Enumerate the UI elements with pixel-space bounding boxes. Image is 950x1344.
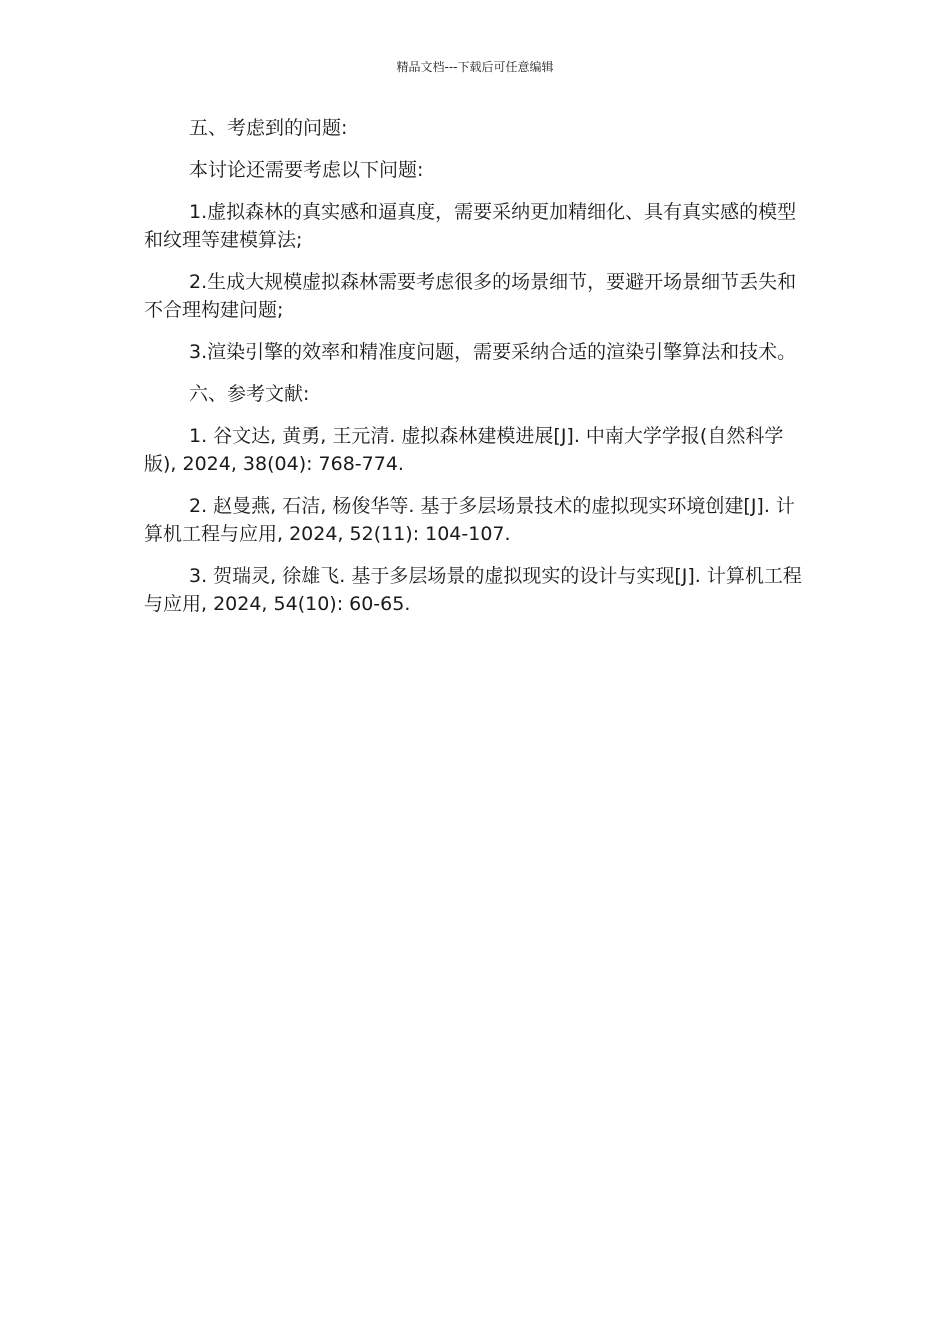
issue-item-3: 3.渲染引擎的效率和精准度问题，需要采纳合适的渲染引擎算法和技术。	[189, 341, 797, 363]
issue-item-2: 2.生成大规模虚拟森林需要考虑很多的场景细节，要避开场景细节丢失和不合理构建问题;	[144, 271, 797, 321]
document-body	[144, 114, 804, 632]
reference-item-1: 1. 谷文达, 黄勇, 王元清. 虚拟森林建模进展[J]. 中南大学学报(自然科学版), 2024, 38(04): 768-774.	[144, 425, 784, 475]
section-heading-references: 六、参考文献:	[189, 383, 310, 405]
page-header: 精品文档---下载后可任意编辑	[396, 60, 554, 74]
section-heading-issues: 五、考虑到的问题:	[189, 117, 348, 139]
reference-item-2: 2. 赵曼燕, 石洁, 杨俊华等. 基于多层场景技术的虚拟现实环境创建[J]. 计算机工程与应用, 2024, 52(11): 104-107.	[144, 495, 795, 545]
issue-item-1: 1.虚拟森林的真实感和逼真度，需要采纳更加精细化、具有真实感的模型和纹理等建模算法;	[144, 201, 797, 251]
reference-item-3: 3. 贺瑞灵, 徐雄飞. 基于多层场景的虚拟现实的设计与实现[J]. 计算机工程与应用, 2024, 54(10): 60-65.	[144, 565, 802, 615]
issues-intro: 本讨论还需要考虑以下问题:	[189, 159, 424, 181]
